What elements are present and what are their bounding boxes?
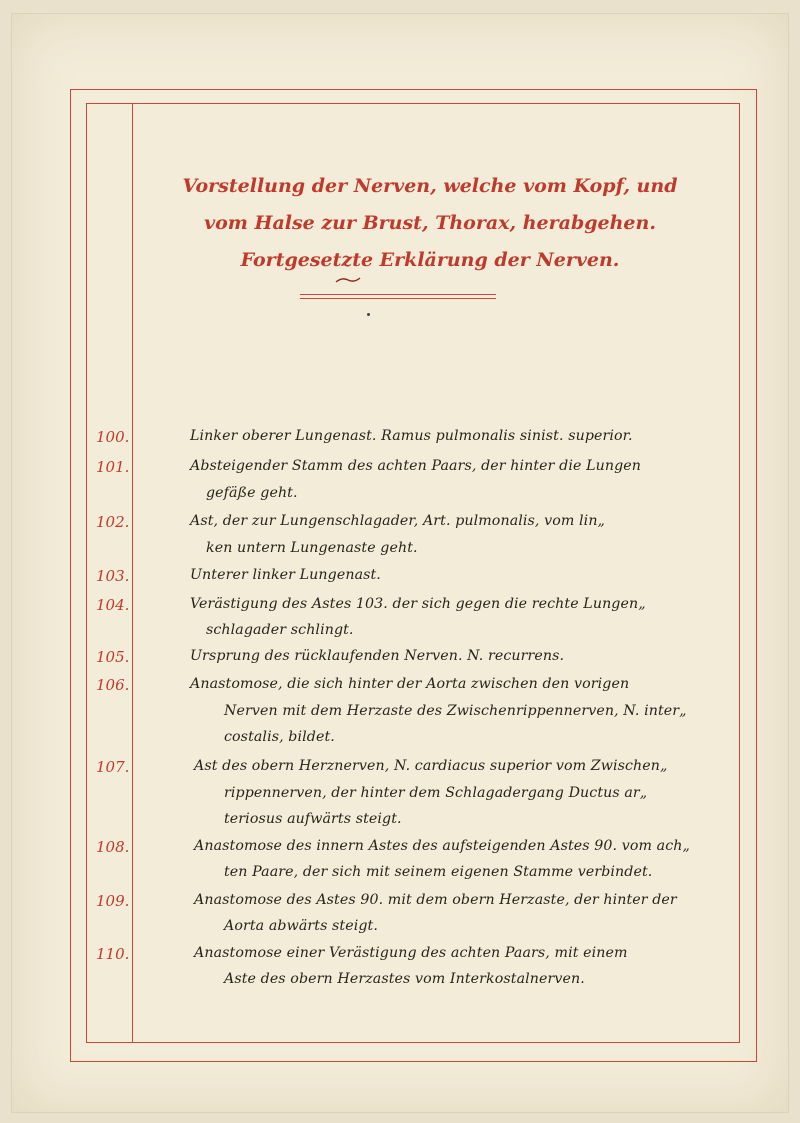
page-title: [150, 168, 710, 279]
entry-text-continued: Aorta abwärts steigt.: [224, 918, 378, 934]
title-line-1: Vorstellung der Nerven, welche vom Kopf, und: [182, 175, 678, 197]
entry-text-continued: gefäße geht.: [206, 485, 298, 501]
title-latin-term: Thorax: [435, 212, 510, 234]
entry-number: 101.: [96, 458, 130, 476]
entry-number: 102.: [96, 513, 130, 531]
entry-text: Anastomose, die sich hinter der Aorta zwischen den vorigen: [190, 676, 630, 692]
entry-text: Ursprung des rücklaufenden Nerven. N. recurrens.: [190, 648, 565, 664]
entry-text-continued: Aste des obern Herzastes vom Interkostalnerven.: [224, 971, 585, 987]
entry-text-continued: costalis, bildet.: [224, 729, 335, 745]
ink-dot: [367, 313, 370, 316]
entry-number: 103.: [96, 567, 130, 585]
entry-text-continued: ten Paare, der sich mit seinem eigenen Stamme verbindet.: [224, 864, 653, 880]
entry-text-continued: teriosus aufwärts steigt.: [224, 811, 402, 827]
tilde-flourish: [335, 276, 361, 284]
entry-text-continued: schlagader schlingt.: [206, 622, 354, 638]
title-line-2-a: vom Halse zur Brust,: [204, 212, 436, 234]
entry-text: Unterer linker Lungenast.: [190, 567, 381, 583]
title-line-2: [150, 205, 710, 242]
entry-text: Verästigung des Astes 103. der sich gegen die rechte Lungen„: [190, 596, 646, 612]
entry-text-continued: rippennerven, der hinter dem Schlagadergang Ductus ar„: [224, 785, 648, 801]
entry-number: 107.: [96, 758, 130, 776]
entry-text: Anastomose des Astes 90. mit dem obern Herzaste, der hinter der: [194, 892, 677, 908]
entry-number: 110.: [96, 945, 130, 963]
entry-text: Linker oberer Lungenast. Ramus pulmonalis sinist. superior.: [190, 428, 633, 444]
entry-text: Anastomose einer Verästigung des achten Paars, mit einem: [194, 945, 628, 961]
entry-text: Absteigender Stamm des achten Paars, der hinter die Lungen: [190, 458, 641, 474]
title-line-2-b: , herabgehen.: [509, 212, 656, 234]
entry-number: 104.: [96, 596, 130, 614]
entry-text: Ast des obern Herznerven, N. cardiacus superior vom Zwischen„: [194, 758, 668, 774]
entry-text: Ast, der zur Lungenschlagader, Art. pulmonalis, vom lin„: [190, 513, 606, 529]
entry-number: 105.: [96, 648, 130, 666]
entry-number: 100.: [96, 428, 130, 446]
entry-text: Anastomose des innern Astes des aufsteigenden Astes 90. vom ach„: [194, 838, 690, 854]
title-line-3: Fortgesetzte Erklärung der Nerven.: [240, 249, 620, 271]
entry-text-continued: Nerven mit dem Herzaste des Zwischenrippennerven, N. inter„: [224, 703, 687, 719]
entry-number: 106.: [96, 676, 130, 694]
title-divider: [300, 294, 496, 299]
entry-number: 108.: [96, 838, 130, 856]
entry-number: 109.: [96, 892, 130, 910]
entry-text-continued: ken untern Lungenaste geht.: [206, 540, 418, 556]
